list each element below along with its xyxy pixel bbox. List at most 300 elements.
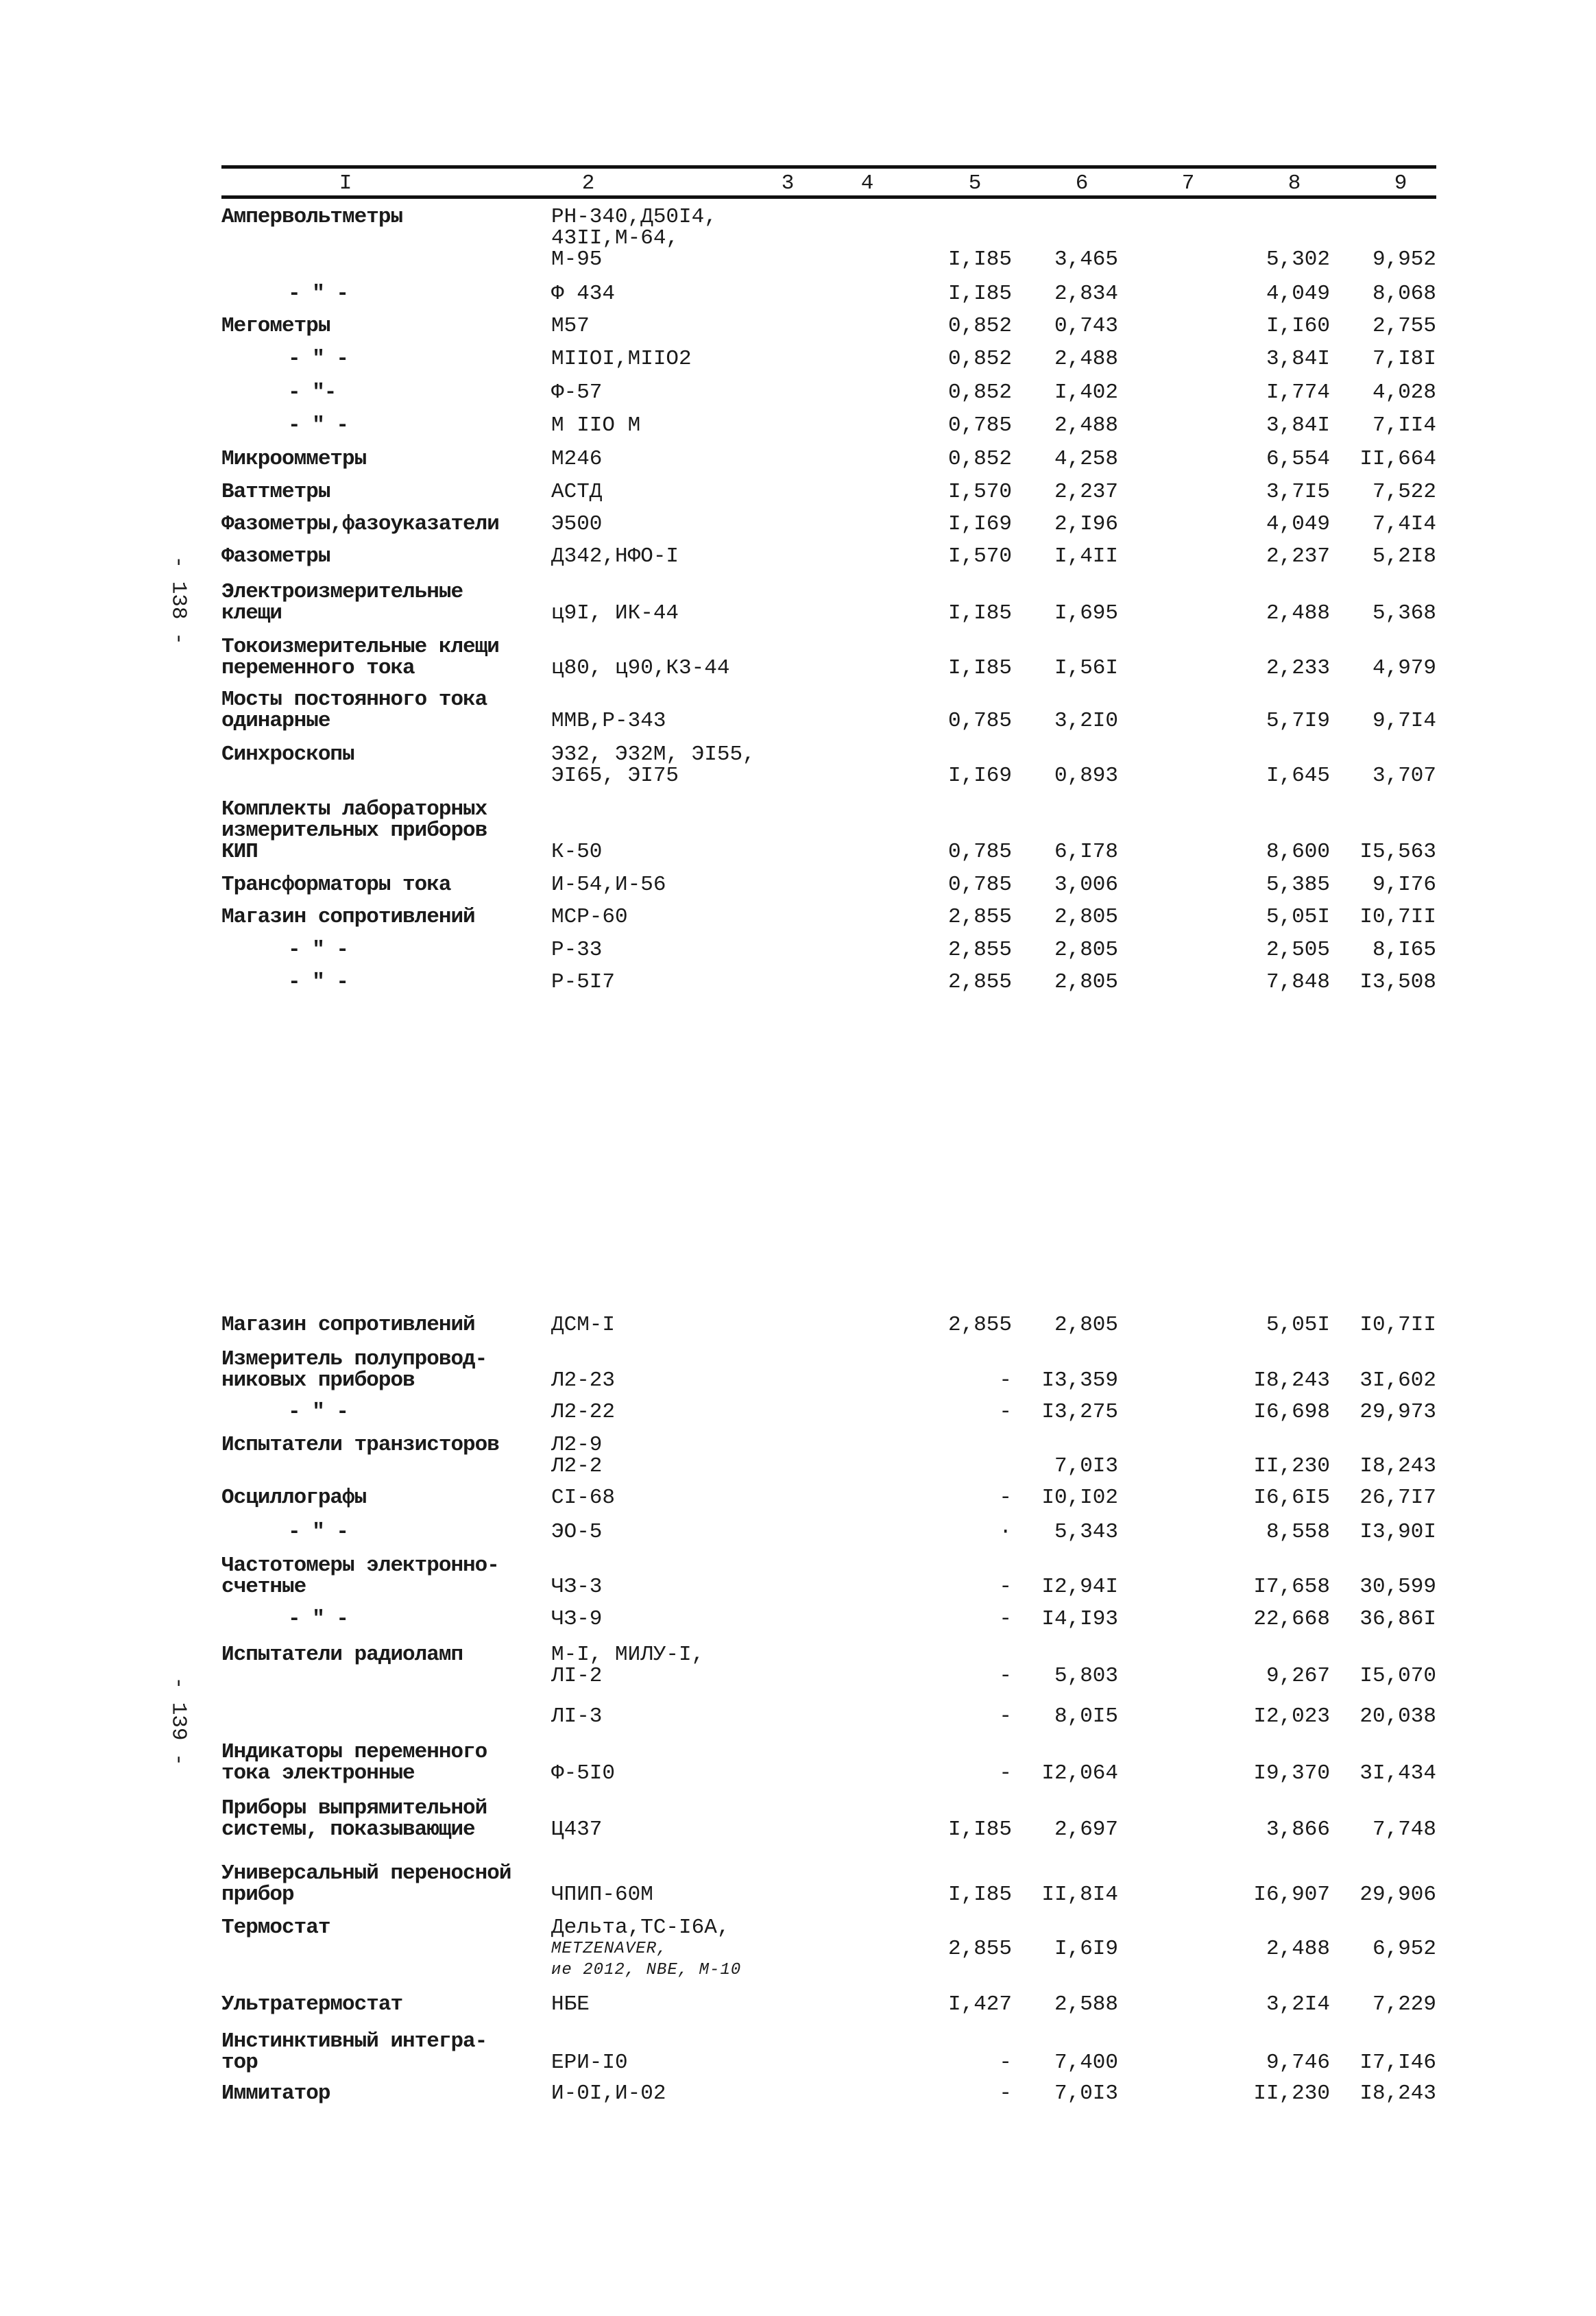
instrument-name-line: Токоизмерительные клещи — [221, 635, 499, 659]
instrument-name-line: - " - — [288, 1400, 349, 1424]
value-col-5: I,I85 — [947, 601, 1012, 625]
instrument-name-line: переменного тока — [221, 656, 415, 680]
instrument-model — [551, 710, 894, 732]
value-col-8: 8,600 — [1266, 840, 1330, 864]
value-col-6: 2,805 — [1054, 1313, 1118, 1337]
value-col-6: 5,803 — [1054, 1664, 1118, 1688]
value-col-9: 4,979 — [1372, 656, 1436, 680]
instrument-name-line: Ваттметры — [221, 480, 330, 504]
value-col-6: 3,2I0 — [1054, 709, 1118, 733]
value-col-8: 5,05I — [1266, 905, 1330, 929]
value-col-6: I0,I02 — [1041, 1486, 1118, 1510]
instrument-name — [221, 514, 544, 535]
value-col-9: 4,028 — [1372, 381, 1436, 405]
instrument-model — [551, 283, 894, 304]
value-col-8: I9,370 — [1253, 1761, 1330, 1785]
model-line: Л2-9 — [551, 1433, 603, 1457]
instrument-name-line: Частотомеры электронно- — [221, 1554, 499, 1578]
instrument-name — [288, 939, 544, 961]
value-col-9: 7,I8I — [1372, 347, 1436, 371]
value-col-5: 0,852 — [947, 381, 1012, 405]
value-col-6: 2,488 — [1054, 413, 1118, 437]
instrument-name-line: Ампервольтметры — [221, 205, 403, 229]
instrument-name-line: - " - — [288, 282, 349, 306]
value-col-8: 5,385 — [1266, 873, 1330, 897]
instrument-name-line: Магазин сопротивлений — [221, 1313, 475, 1337]
instrument-model — [551, 1521, 894, 1543]
instrument-name — [221, 448, 544, 470]
model-line: Ф 434 — [551, 282, 616, 306]
instrument-name — [221, 481, 544, 503]
value-col-5: I,I69 — [947, 512, 1012, 536]
instrument-name — [221, 1487, 544, 1508]
instrument-name-line: Термостат — [221, 1916, 330, 1940]
value-col-8: I8,243 — [1253, 1368, 1330, 1392]
value-col-8: 5,7I9 — [1266, 709, 1330, 733]
instrument-name — [221, 744, 544, 765]
value-col-8: I7,658 — [1253, 1575, 1330, 1599]
value-col-6: 2,588 — [1054, 1992, 1118, 2016]
instrument-model — [551, 1763, 894, 1784]
value-col-5: - — [999, 1368, 1012, 1392]
value-col-9: I8,243 — [1359, 2082, 1436, 2106]
model-line: Д342,НФО-I — [551, 544, 679, 568]
instrument-name-line: Мегометры — [221, 314, 330, 338]
value-col-9: 7,4I4 — [1372, 512, 1436, 536]
value-col-5: - — [999, 2082, 1012, 2106]
instrument-name-line: прибор — [221, 1883, 294, 1907]
instrument-name-line: тока электронные — [221, 1761, 415, 1785]
instrument-name-line: Трансформаторы тока — [221, 873, 451, 897]
model-line: Э32, Э32М, ЭI55, — [551, 743, 755, 767]
column-header-9: 9 — [1394, 171, 1407, 195]
value-col-6: 2,488 — [1054, 347, 1118, 371]
model-line: Р-33 — [551, 938, 603, 962]
value-col-8: 4,049 — [1266, 282, 1330, 306]
value-col-8: I,I60 — [1266, 314, 1330, 338]
instrument-name-line: Приборы выпрямительной — [221, 1796, 487, 1820]
instrument-name — [221, 2083, 544, 2104]
instrument-name-line: Испытатели радиоламп — [221, 1643, 463, 1667]
value-col-9: 9,952 — [1372, 248, 1436, 272]
value-col-5: 0,785 — [947, 873, 1012, 897]
value-col-5: 0,852 — [947, 447, 1012, 471]
model-line: РН-340,Д50I4, — [551, 205, 717, 229]
instrument-name — [288, 1521, 544, 1543]
value-col-5: I,I85 — [947, 282, 1012, 306]
instrument-model — [551, 1706, 894, 1727]
value-col-9: II,664 — [1359, 447, 1436, 471]
value-col-8: 2,505 — [1266, 938, 1330, 962]
value-col-9: 2,755 — [1372, 314, 1436, 338]
value-col-6: 8,0I5 — [1054, 1704, 1118, 1728]
model-line: Э500 — [551, 512, 603, 536]
header-bottom-rule — [221, 195, 1436, 199]
value-col-9: 3,707 — [1372, 764, 1436, 788]
value-col-9: I0,7II — [1359, 905, 1436, 929]
page-number-138: - 138 - — [166, 555, 191, 645]
value-col-8: I,645 — [1266, 764, 1330, 788]
value-col-8: 3,84I — [1266, 413, 1330, 437]
model-line: Ц437 — [551, 1818, 603, 1842]
value-col-8: 9,746 — [1266, 2051, 1330, 2075]
instrument-name — [221, 906, 544, 928]
model-line: М57 — [551, 314, 590, 338]
model-line: Ф-5I0 — [551, 1761, 616, 1785]
value-col-5: I,427 — [947, 1992, 1012, 2016]
model-line: Л2-23 — [551, 1368, 616, 1392]
value-col-6: 2,237 — [1054, 480, 1118, 504]
value-col-9: I8,243 — [1359, 1454, 1436, 1478]
instrument-model — [551, 1884, 894, 1905]
value-col-8: 3,84I — [1266, 347, 1330, 371]
value-col-5: - — [999, 1761, 1012, 1785]
instrument-model — [551, 1434, 894, 1477]
value-col-6: I,402 — [1054, 381, 1118, 405]
value-col-8: I6,6I5 — [1253, 1486, 1330, 1510]
instrument-name — [221, 581, 544, 624]
value-col-8: 2,488 — [1266, 1937, 1330, 1961]
instrument-name — [288, 972, 544, 993]
value-col-9: 5,2I8 — [1372, 544, 1436, 568]
value-col-6: II,8I4 — [1041, 1883, 1118, 1907]
instrument-name-line: Осциллографы — [221, 1486, 367, 1510]
instrument-name — [221, 1349, 544, 1391]
instrument-name — [221, 1863, 544, 1905]
value-col-5: I,I69 — [947, 764, 1012, 788]
instrument-name-line: - "- — [288, 381, 337, 405]
model-line: 43II,М-64, — [551, 226, 679, 250]
instrument-name — [221, 546, 544, 567]
value-col-9: 6,952 — [1372, 1937, 1436, 1961]
instrument-model — [551, 1608, 894, 1630]
model-line: ЛI-3 — [551, 1704, 603, 1728]
column-header-4: 4 — [860, 171, 874, 195]
model-line: МСР-60 — [551, 905, 628, 929]
value-col-6: I,695 — [1054, 601, 1118, 625]
instrument-name-line: системы, показывающие — [221, 1818, 475, 1842]
value-col-5: I,I85 — [947, 656, 1012, 680]
page-number-139: - 139 - — [166, 1676, 191, 1766]
model-line: Ф-57 — [551, 381, 603, 405]
instrument-name-line: Электроизмерительные — [221, 580, 463, 604]
column-header-2: 2 — [581, 171, 595, 195]
value-col-9: I5,070 — [1359, 1664, 1436, 1688]
instrument-model — [551, 1994, 894, 2015]
value-col-8: 22,668 — [1253, 1607, 1330, 1631]
value-col-6: 7,400 — [1054, 2051, 1118, 2075]
instrument-name-line: - " - — [288, 347, 349, 371]
instrument-name-line: измерительных приборов — [221, 819, 487, 843]
value-col-8: 4,049 — [1266, 512, 1330, 536]
value-col-5: - — [999, 1607, 1012, 1631]
column-header-3: 3 — [781, 171, 795, 195]
instrument-name-line: КИП — [221, 840, 258, 864]
value-col-9: 5,368 — [1372, 601, 1436, 625]
value-col-9: 3I,602 — [1359, 1368, 1436, 1392]
instrument-name — [288, 348, 544, 370]
instrument-name — [221, 874, 544, 895]
instrument-name-line: Испытатели транзисторов — [221, 1433, 499, 1457]
value-col-8: I6,907 — [1253, 1883, 1330, 1907]
value-col-6: 5,343 — [1054, 1520, 1118, 1544]
model-line: ЧПИП-60М — [551, 1883, 653, 1907]
instrument-model — [551, 1314, 894, 1336]
model-line: К-50 — [551, 840, 603, 864]
value-col-5: I,570 — [947, 480, 1012, 504]
model-line: Дельта,ТС-I6А, — [551, 1916, 730, 1940]
value-col-6: I,56I — [1054, 656, 1118, 680]
value-col-5: 0,785 — [947, 709, 1012, 733]
value-col-8: I,774 — [1266, 381, 1330, 405]
instrument-name — [221, 1798, 544, 1840]
instrument-name — [221, 1555, 544, 1597]
instrument-model — [551, 514, 894, 535]
value-col-9: 7,522 — [1372, 480, 1436, 504]
instrument-name-line: Универсальный переносной — [221, 1861, 511, 1885]
value-col-5: 2,855 — [947, 1313, 1012, 1337]
instrument-name — [288, 382, 544, 403]
instrument-name — [221, 1741, 544, 1784]
value-col-5: 0,852 — [947, 347, 1012, 371]
value-col-6: 6,I78 — [1054, 840, 1118, 864]
instrument-name — [221, 1994, 544, 2015]
instrument-name-line: - " - — [288, 1520, 349, 1544]
value-col-9: 29,973 — [1359, 1400, 1436, 1424]
value-col-5: I,570 — [947, 544, 1012, 568]
value-col-5: 0,785 — [947, 413, 1012, 437]
instrument-name-line: тор — [221, 2051, 258, 2075]
instrument-model — [551, 1819, 894, 1840]
instrument-name-line: Фазометры,фазоуказатели — [221, 512, 499, 536]
value-col-8: 2,233 — [1266, 656, 1330, 680]
instrument-model — [551, 2052, 894, 2073]
model-line: ие 2012, NBE, M-10 — [551, 1961, 742, 1979]
value-col-5: I,I85 — [947, 248, 1012, 272]
instrument-name-line: Индикаторы переменного — [221, 1740, 487, 1764]
value-col-9: I7,I46 — [1359, 2051, 1436, 2075]
value-col-5: - — [999, 1664, 1012, 1688]
model-line: М-I, МИЛУ-I, — [551, 1643, 705, 1667]
instrument-model — [551, 546, 894, 567]
instrument-name — [288, 1401, 544, 1423]
instrument-name-line: клещи — [221, 601, 282, 625]
instrument-name-line: Иммитатор — [221, 2082, 330, 2106]
value-col-8: 9,267 — [1266, 1664, 1330, 1688]
model-line: МIIOI,МIIO2 — [551, 347, 692, 371]
value-col-6: 7,0I3 — [1054, 2082, 1118, 2106]
value-col-5: 0,785 — [947, 840, 1012, 864]
value-col-9: I5,563 — [1359, 840, 1436, 864]
model-line: Л2-2 — [551, 1454, 603, 1478]
instrument-name — [221, 1706, 544, 1727]
value-col-8: 2,488 — [1266, 601, 1330, 625]
value-col-5: 2,855 — [947, 970, 1012, 994]
instrument-model — [551, 382, 894, 403]
instrument-model — [551, 481, 894, 503]
value-col-6: 2,834 — [1054, 282, 1118, 306]
value-col-9: 8,068 — [1372, 282, 1436, 306]
instrument-name-line: Ультратермостат — [221, 1992, 403, 2016]
instrument-name-line: - " - — [288, 413, 349, 437]
instrument-name — [288, 283, 544, 304]
column-header-8: 8 — [1287, 171, 1301, 195]
model-line: ЧЗ-3 — [551, 1575, 603, 1599]
model-line: М-95 — [551, 248, 603, 272]
value-col-6: 3,465 — [1054, 248, 1118, 272]
instrument-name — [221, 799, 544, 863]
value-col-6: I4,I93 — [1041, 1607, 1118, 1631]
instrument-name — [221, 1917, 544, 1938]
value-col-9: I3,508 — [1359, 970, 1436, 994]
instrument-model — [551, 841, 894, 863]
value-col-8: 7,848 — [1266, 970, 1330, 994]
value-col-9: I0,7II — [1359, 1313, 1436, 1337]
value-col-9: 7,748 — [1372, 1818, 1436, 1842]
instrument-name-line: - " - — [288, 938, 349, 962]
value-col-6: 4,258 — [1054, 447, 1118, 471]
instrument-name-line: Магазин сопротивлений — [221, 905, 475, 929]
value-col-6: 2,805 — [1054, 905, 1118, 929]
instrument-name-line: никовых приборов — [221, 1368, 415, 1392]
value-col-8: 3,7I5 — [1266, 480, 1330, 504]
instrument-model — [551, 603, 894, 624]
instrument-model — [551, 658, 894, 679]
value-col-5: - — [999, 1575, 1012, 1599]
value-col-8: I2,023 — [1253, 1704, 1330, 1728]
instrument-model — [551, 2083, 894, 2104]
instrument-model — [551, 1917, 894, 1981]
value-col-9: 36,86I — [1359, 1607, 1436, 1631]
value-col-6: 0,743 — [1054, 314, 1118, 338]
instrument-name-line: Инстинктивный интегра- — [221, 2029, 487, 2053]
instrument-name-line: Фазометры — [221, 544, 330, 568]
model-line: ц80, ц90,К3-44 — [551, 656, 730, 680]
model-line: НБЕ — [551, 1992, 590, 2016]
value-col-9: 7,229 — [1372, 1992, 1436, 2016]
value-col-6: 2,I96 — [1054, 512, 1118, 536]
value-col-9: 3I,434 — [1359, 1761, 1436, 1785]
instrument-model — [551, 1576, 894, 1597]
value-col-8: 8,558 — [1266, 1520, 1330, 1544]
model-line: М246 — [551, 447, 603, 471]
value-col-5: I,I85 — [947, 1883, 1012, 1907]
model-line: ЕРИ-I0 — [551, 2051, 628, 2075]
value-col-9: I3,90I — [1359, 1520, 1436, 1544]
value-col-6: I,4II — [1054, 544, 1118, 568]
value-col-9: 9,7I4 — [1372, 709, 1436, 733]
column-header-1: I — [339, 171, 352, 195]
model-line: М IIO М — [551, 413, 641, 437]
value-col-6: I,6I9 — [1054, 1937, 1118, 1961]
value-col-9: 20,038 — [1359, 1704, 1436, 1728]
value-col-8: I6,698 — [1253, 1400, 1330, 1424]
model-line: ц9I, ИК-44 — [551, 601, 679, 625]
column-header-6: 6 — [1075, 171, 1089, 195]
instrument-model — [551, 448, 894, 470]
value-col-9: 29,906 — [1359, 1883, 1436, 1907]
value-col-6: I2,94I — [1041, 1575, 1118, 1599]
value-col-8: 6,554 — [1266, 447, 1330, 471]
instrument-name-line: Синхроскопы — [221, 743, 354, 767]
value-col-5: - — [999, 1400, 1012, 1424]
value-col-6: 2,805 — [1054, 970, 1118, 994]
model-line: И-54,И-56 — [551, 873, 666, 897]
model-line: И-0I,И-02 — [551, 2082, 666, 2106]
value-col-8: 3,866 — [1266, 1818, 1330, 1842]
instrument-model — [551, 415, 894, 436]
instrument-name — [221, 206, 544, 228]
value-col-9: 9,I76 — [1372, 873, 1436, 897]
instrument-model — [551, 1370, 894, 1391]
value-col-5: - — [999, 1704, 1012, 1728]
model-line: ММВ,Р-343 — [551, 709, 666, 733]
instrument-name — [288, 415, 544, 436]
value-col-6: I3,275 — [1041, 1400, 1118, 1424]
value-col-5: · — [999, 1520, 1012, 1544]
value-col-8: 5,05I — [1266, 1313, 1330, 1337]
instrument-name — [221, 1434, 544, 1456]
model-line: СI-68 — [551, 1486, 616, 1510]
instrument-name — [221, 2031, 544, 2073]
model-line: ЭО-5 — [551, 1520, 603, 1544]
model-line: ЭI65, ЭI75 — [551, 764, 679, 788]
model-line: ЛI-2 — [551, 1664, 603, 1688]
instrument-model — [551, 744, 894, 786]
instrument-name — [221, 1314, 544, 1336]
instrument-name-line — [221, 1706, 544, 1727]
model-line: METZENAVER, — [551, 1940, 668, 1958]
column-header-7: 7 — [1181, 171, 1195, 195]
value-col-8: 2,237 — [1266, 544, 1330, 568]
instrument-model — [551, 906, 894, 928]
value-col-9: 7,II4 — [1372, 413, 1436, 437]
value-col-9: 26,7I7 — [1359, 1486, 1436, 1510]
instrument-name — [288, 1608, 544, 1630]
instrument-model — [551, 315, 894, 337]
instrument-model — [551, 939, 894, 961]
value-col-8: II,230 — [1253, 1454, 1330, 1478]
instrument-model — [551, 348, 894, 370]
value-col-8: II,230 — [1253, 2082, 1330, 2106]
value-col-5: 0,852 — [947, 314, 1012, 338]
value-col-6: 2,805 — [1054, 938, 1118, 962]
value-col-6: 3,006 — [1054, 873, 1118, 897]
model-line: Р-5I7 — [551, 970, 616, 994]
instrument-model — [551, 972, 894, 993]
value-col-5: 2,855 — [947, 938, 1012, 962]
model-line: АСТД — [551, 480, 603, 504]
instrument-name-line: - " - — [288, 1607, 349, 1631]
table-top-rule — [221, 165, 1436, 169]
instrument-name — [221, 636, 544, 679]
column-header-5: 5 — [968, 171, 982, 195]
instrument-model — [551, 1644, 894, 1687]
value-col-6: I2,064 — [1041, 1761, 1118, 1785]
instrument-model — [551, 206, 894, 270]
value-col-8: 5,302 — [1266, 248, 1330, 272]
value-col-5: 2,855 — [947, 1937, 1012, 1961]
value-col-5: - — [999, 1486, 1012, 1510]
value-col-6: I3,359 — [1041, 1368, 1118, 1392]
value-col-6: 0,893 — [1054, 764, 1118, 788]
value-col-8: 3,2I4 — [1266, 1992, 1330, 2016]
instrument-name-line: счетные — [221, 1575, 306, 1599]
instrument-name-line: одинарные — [221, 709, 330, 733]
instrument-name-line: Измеритель полупровод- — [221, 1347, 487, 1371]
value-col-9: 30,599 — [1359, 1575, 1436, 1599]
instrument-name-line: - " - — [288, 970, 349, 994]
